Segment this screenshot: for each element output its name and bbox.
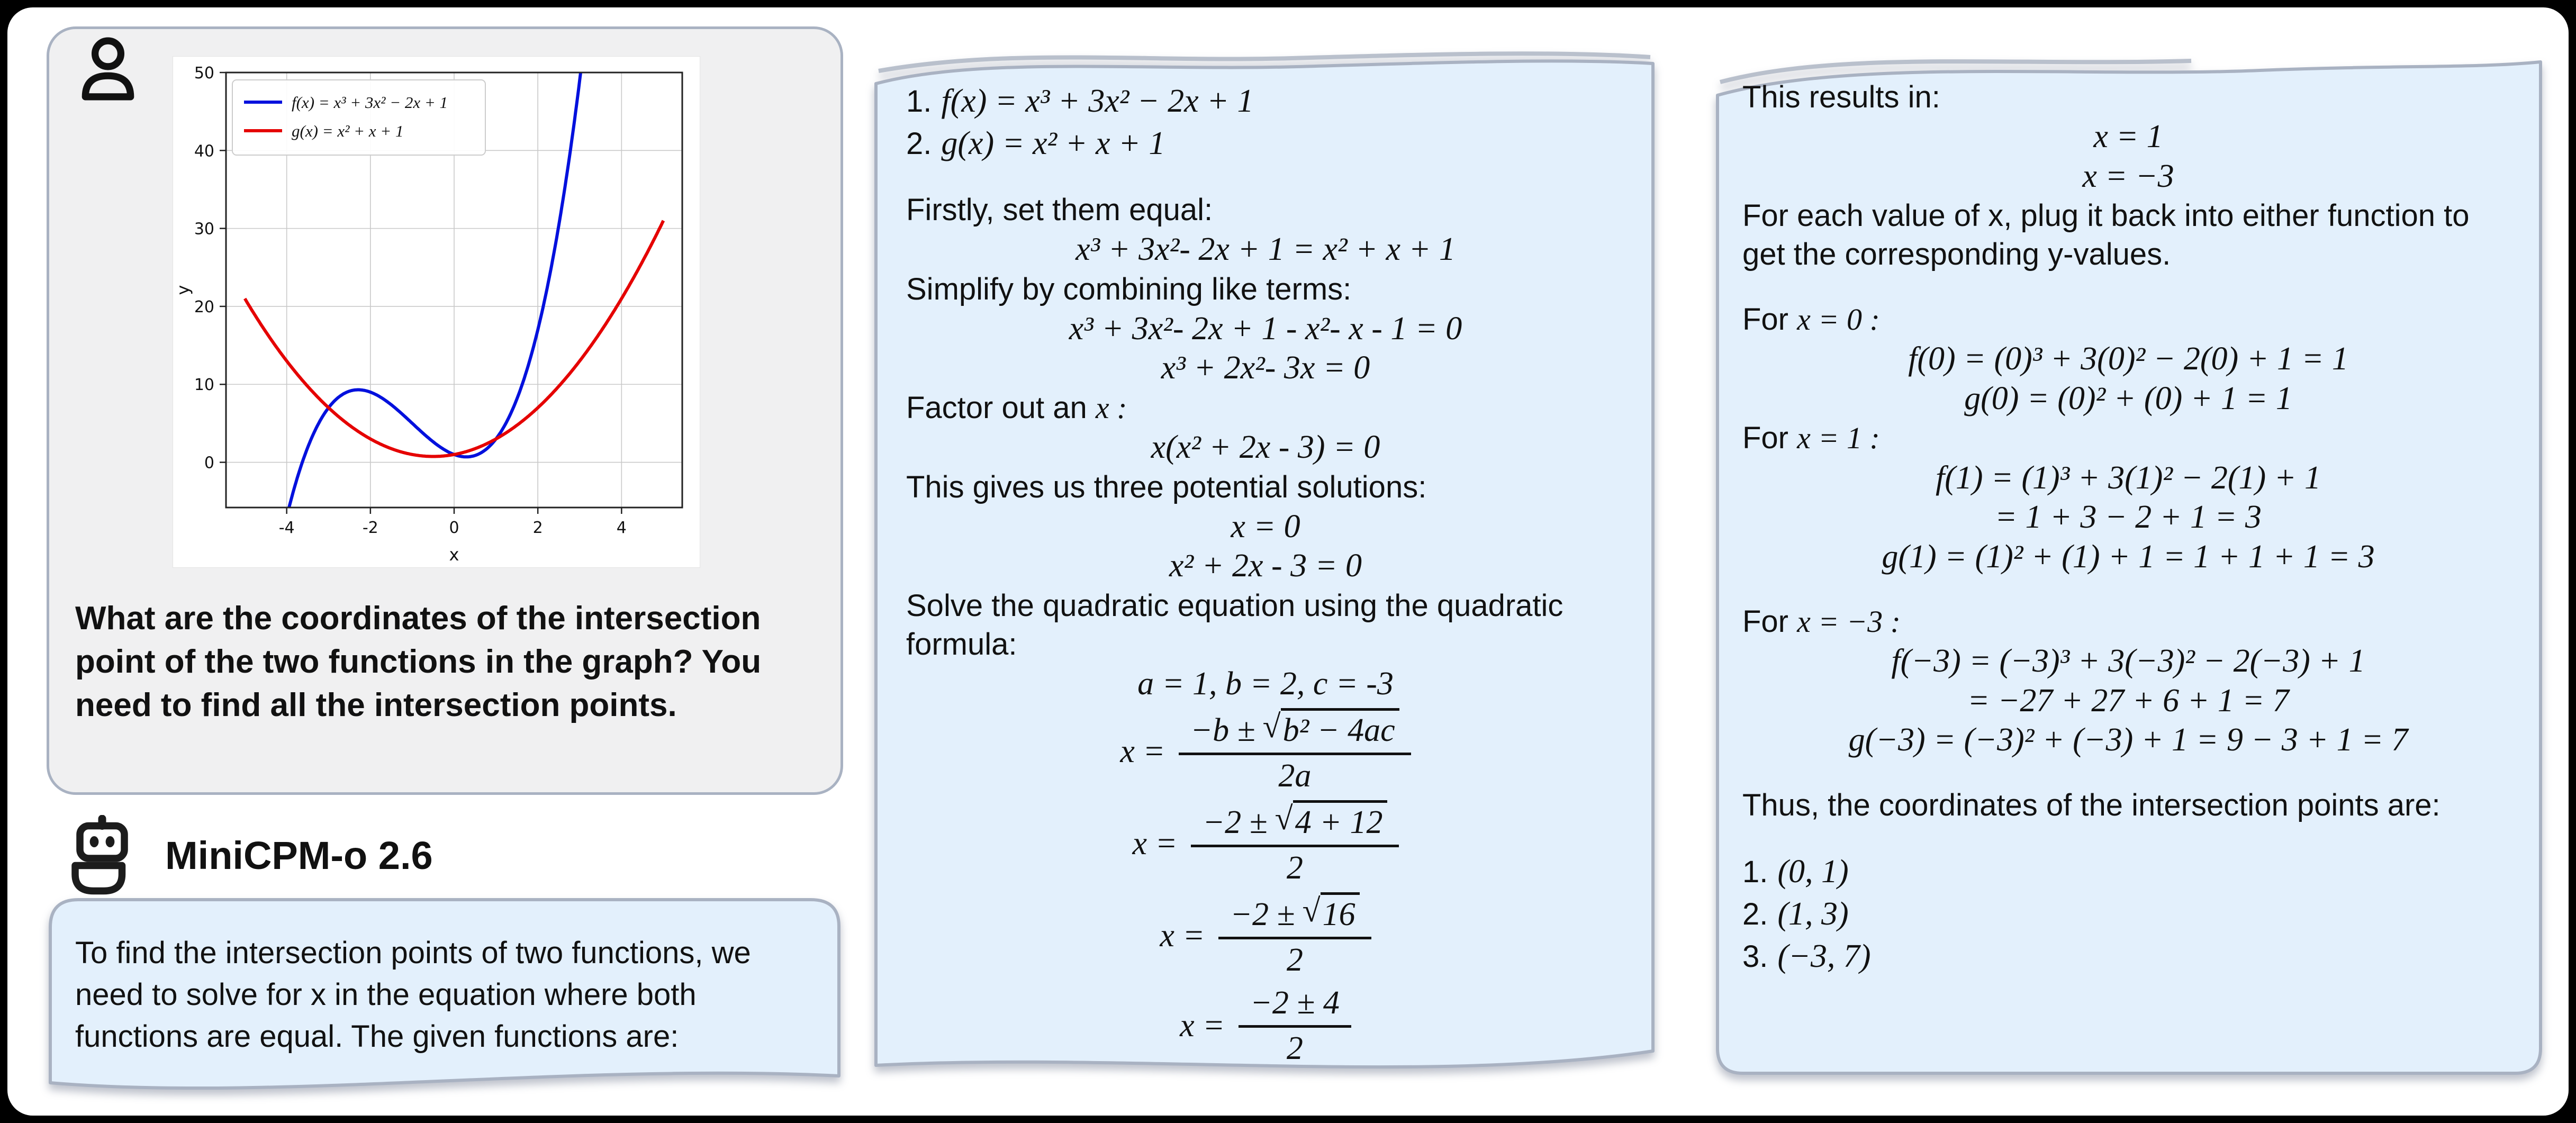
svg-text:g(x) = x² + x + 1: g(x) = x² + x + 1 [292, 122, 404, 140]
svg-text:x: x [449, 545, 459, 565]
svg-text:f(x) = x³ + 3x² − 2x + 1: f(x) = x³ + 3x² − 2x + 1 [292, 93, 448, 112]
fraction-line: x = −2 ± √ 4 + 12 2 [906, 800, 1625, 887]
spacer [1742, 826, 2514, 850]
math-line: x² + 2x - 3 = 0 [1169, 548, 1362, 584]
spacer [1742, 577, 2514, 601]
svg-text:y: y [173, 285, 193, 295]
plot-legend [232, 80, 485, 155]
text-line: For each value of x, plug it back into either function to get the corresponding y-values. [1742, 198, 2470, 272]
svg-text:50: 50 [194, 64, 214, 83]
math-line: a = 1, b = 2, c = -3 [1137, 665, 1394, 702]
assistant-panel-derivation [873, 47, 1656, 1092]
text-line: This results in: [1742, 80, 1940, 114]
text-line: This gives us three potential solutions: [906, 469, 1427, 504]
spacer [1742, 275, 2514, 299]
fraction-line: x = $\frac{-2 \pm 4}{2}$ [906, 984, 1625, 1067]
svg-text:2: 2 [532, 519, 543, 537]
assistant-intro-text: To find the intersection points of two functions, we need to solve for x in the equation where both functions are equal. The given functions are: [75, 936, 751, 1054]
text-math-line: Factor out an x : [906, 390, 1127, 425]
text-line: Firstly, set them equal: [906, 193, 1213, 228]
text-math-line: For x = −3 : [1742, 604, 1901, 639]
math-line: x = 0 [1231, 508, 1300, 545]
spacer [906, 165, 1625, 189]
results-lines [1715, 45, 2543, 1061]
model-row [62, 814, 433, 896]
assistant-bubble-intro [48, 894, 842, 1106]
text-math-line: For x = 1 : [1742, 421, 1880, 456]
math-line: x = −3 [2082, 158, 2174, 194]
math-line: = 1 + 3 − 2 + 1 = 3 [1995, 499, 2262, 536]
svg-text:10: 10 [194, 376, 214, 395]
math-line: x = 1 [2093, 119, 2163, 155]
list-item: 2. (1, 3) [1742, 895, 1849, 932]
spacer [1742, 760, 2514, 785]
text-math-line: For x = 0 : [1742, 302, 1880, 337]
list-item: 2. g(x) = x² + x + 1 [906, 125, 1165, 162]
svg-text:40: 40 [194, 142, 214, 161]
math-line: x³ + 3x²- 2x + 1 - x²- x - 1 = 0 [1069, 310, 1462, 347]
svg-text:30: 30 [194, 220, 214, 239]
list-item: 3. (−3, 7) [1742, 938, 1871, 975]
function-graph-card [173, 56, 700, 568]
svg-text:-2: -2 [362, 519, 378, 537]
svg-text:0: 0 [204, 454, 214, 473]
fraction-line: x = −2 ± √ 16 2 [906, 892, 1625, 979]
robot-icon [62, 815, 142, 895]
math-line: f(−3) = (−3)³ + 3(−3)² − 2(−3) + 1 [1891, 643, 2365, 680]
svg-text:0: 0 [449, 519, 459, 537]
list-item: 1. (0, 1) [1742, 853, 1849, 890]
list-item: 1. f(x) = x³ + 3x² − 2x + 1 [906, 83, 1254, 119]
model-name: MiniCPM-o 2.6 [165, 833, 433, 877]
math-line: g(−3) = (−3)² + (−3) + 1 = 9 − 3 + 1 = 7 [1848, 722, 2408, 758]
derivation-lines [873, 47, 1656, 1067]
fraction-line: x = −b ± √ b² − 4ac 2a [906, 708, 1625, 795]
svg-text:4: 4 [616, 519, 627, 537]
function-plot [173, 57, 699, 566]
text-line: Simplify by combining like terms: [906, 271, 1352, 306]
math-line: f(0) = (0)³ + 3(0)² − 2(0) + 1 = 1 [1908, 341, 2348, 377]
user-question: What are the coordinates of the intersection point of the two functions in the graph? You need to find all the intersection points. [75, 600, 762, 723]
text-line: Thus, the coordinates of the intersection points are: [1742, 787, 2441, 822]
math-line: f(1) = (1)³ + 3(1)² − 2(1) + 1 [1936, 459, 2321, 496]
math-line: x³ + 2x²- 3x = 0 [1161, 350, 1370, 386]
math-line: x³ + 3x²- 2x + 1 = x² + x + 1 [1075, 231, 1456, 268]
math-line: g(0) = (0)² + (0) + 1 = 1 [1964, 380, 2292, 416]
svg-text:20: 20 [194, 297, 214, 316]
math-line: x(x² + 2x - 3) = 0 [1151, 429, 1380, 466]
assistant-panel-results [1715, 45, 2543, 1093]
user-avatar-icon [78, 37, 138, 102]
math-line: = −27 + 27 + 6 + 1 = 7 [1967, 682, 2289, 719]
math-line: g(1) = (1)² + (1) + 1 = 1 + 1 + 1 = 3 [1882, 538, 2375, 575]
text-line: Solve the quadratic equation using the quadratic formula: [906, 588, 1563, 662]
svg-text:-4: -4 [278, 519, 295, 537]
